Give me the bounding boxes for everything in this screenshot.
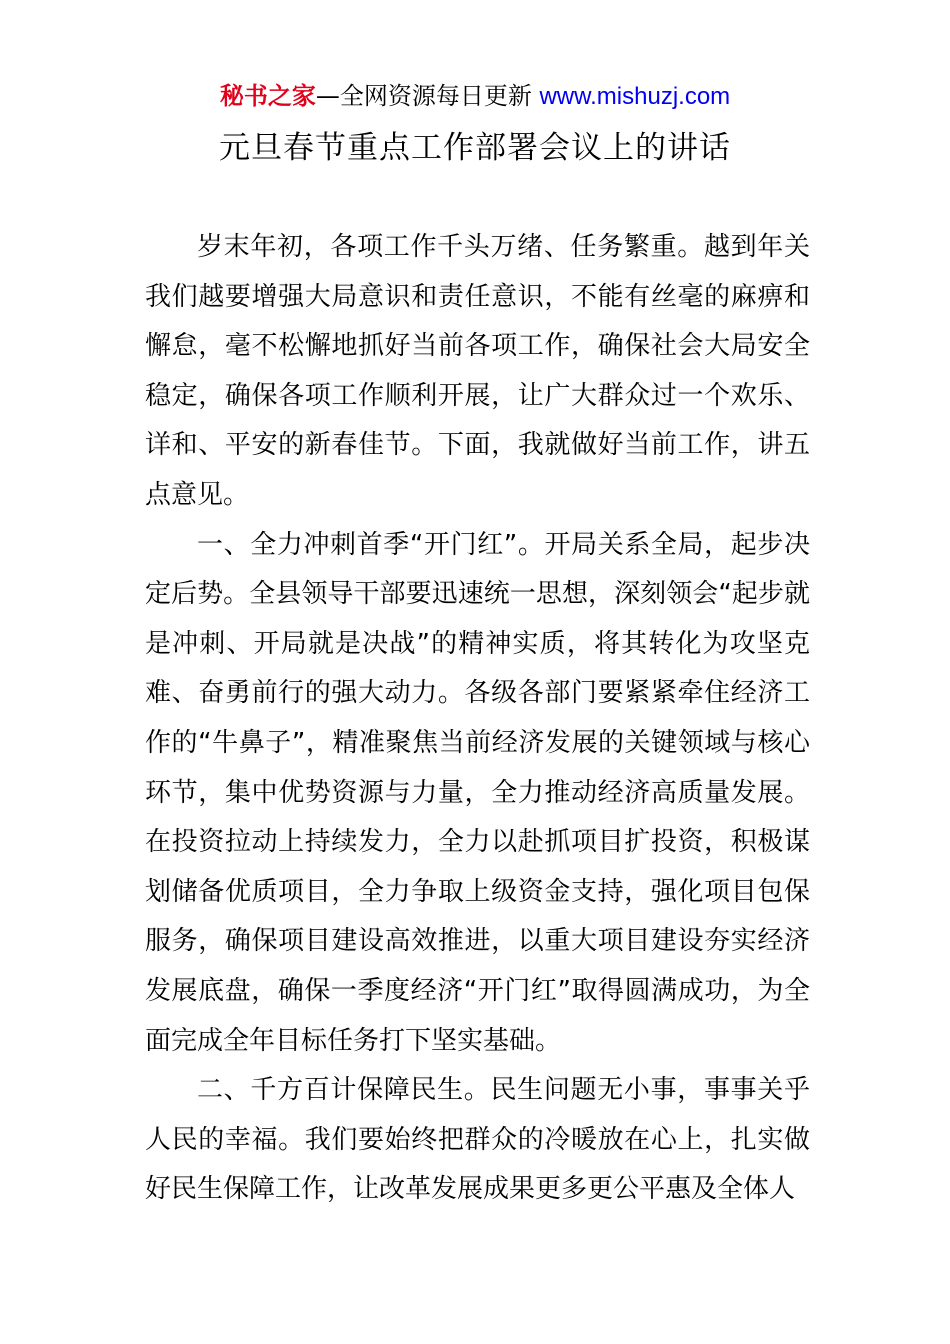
- document-title: 元旦春节重点工作部署会议上的讲话: [219, 130, 731, 166]
- site-header: [0, 80, 950, 113]
- site-url-link[interactable]: www.mishuzj.com: [539, 83, 731, 110]
- brand-name: 秘书之家: [219, 82, 316, 110]
- paragraph-2: 一、全力冲刺首季“开门红”。开局关系全局，起步决定后势。全县领导干部要迅速统一思想，深刻领会“起步就是冲刺、开局就是决战”的精神实质，将其转化为攻坚克难、奋勇前行的强大动力。各级各部门要紧紧牵住经济工作的“牛鼻子”，精准聚焦当前经济发展的关键领域与核心环节，集中优势资源与力量，全力推动经济高质量发展。在投资拉动上持续发力，全力以赴抓项目扩投资，积极谋划储备优质项目，全力争取上级资金支持，强化项目包保服务，确保项目建设高效推进，以重大项目建设夯实经济发展底盘，确保一季度经济“开门红”取得圆满成功，为全面完成全年目标任务打下坚实基础。: [145, 529, 810, 1056]
- document-body: [145, 223, 810, 1215]
- paragraph-1: 岁末年初，各项工作千头万绪、任务繁重。越到年关我们越要增强大局意识和责任意识，不能有丝毫的麻痹和懈怠，毫不松懈地抓好当前各项工作，确保社会大局安全稳定，确保各项工作顺利开展，让广大群众过一个欢乐、详和、平安的新春佳节。下面，我就做好当前工作，讲五点意见。: [145, 232, 810, 510]
- paragraph-3: 二、千方百计保障民生。民生问题无小事，事事关乎人民的幸福。我们要始终把群众的冷暖放在心上，扎实做好民生保障工作，让改革发展成果更多更公平惠及全体人: [145, 1075, 810, 1205]
- header-tagline: —全网资源每日更新: [315, 82, 540, 110]
